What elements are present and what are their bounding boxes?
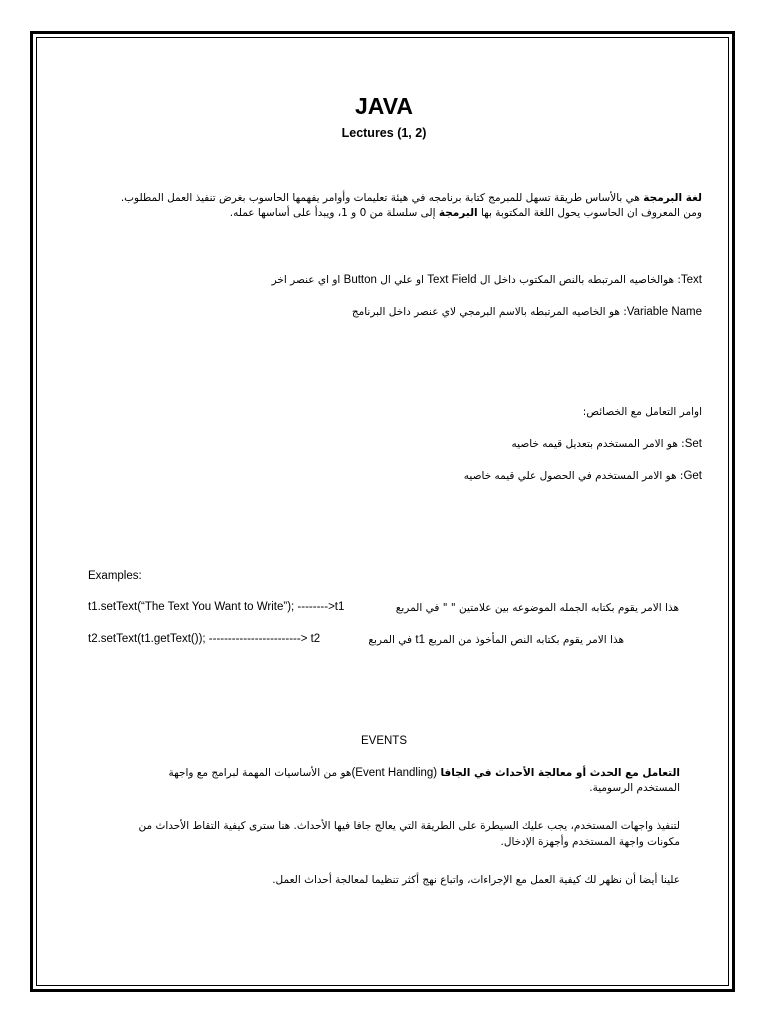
events-p1-en: (Event Handling) [351, 767, 438, 779]
events-p1-rest: هو من الأساسيات المهمة لبرامج مع واجهة [168, 767, 352, 779]
events-p1-line1 [169, 766, 680, 780]
intro-line-1-text: هي بالأساس طريقة تسهل للمبرمج كتابة برنامجه في هيئة تعليمات وأوامر يفهمها الحاسوب بغرض تنفيذ العمل المطلوب. [120, 192, 640, 204]
intro-line-2 [230, 206, 702, 220]
text-property-desc-1: : هوالخاصيه المرتبطه بالنص المكتوب داخل ال [479, 274, 681, 286]
get-command-line [464, 469, 702, 483]
get-desc: : هو الامر المستخدم في الحصول علي قيمه خاصيه [463, 470, 684, 482]
variable-name-property-line [352, 305, 702, 319]
commands-heading: اوامر التعامل مع الخصائص: [582, 406, 702, 418]
variable-name-key: Variable Name [626, 306, 702, 318]
text-property-key: Text [680, 274, 702, 286]
document-title: JAVA [355, 93, 413, 119]
events-p3: علينا أيضا أن نظهر لك كيفية العمل مع الإجراءات، واتباع نهج أكثر تنظيما لمعالجة أحداث العمل. [272, 874, 680, 886]
events-p2-line1: لتنفيذ واجهات المستخدم، يجب عليك السيطرة على الطريقة التي يعالج جافا فيها الأحداث. هنا سترى كيفية التقاط الأحداث من [138, 820, 680, 832]
intro-line-2-part1: ومن المعروف ان الحاسوب يحول اللغة المكتوبة بها [480, 207, 702, 219]
intro-line-2-part2: إلى سلسلة من 0 و 1، ويبدأ على أساسها عمله. [229, 207, 436, 219]
examples-label: Examples: [88, 570, 142, 582]
events-p2-line2: مكونات واجهة المستخدم وأجهزة الإدخال. [500, 836, 680, 848]
variable-name-desc: : هو الخاصيه المرتبطه بالاسم البرمجي لاي عنصر داخل البرنامج [351, 306, 627, 318]
get-key: Get [683, 470, 702, 482]
text-field-term: Text Field [427, 274, 477, 286]
example-2-code: t2.setText(t1.getText()); ------------------------> t2 [88, 633, 321, 645]
set-desc: : هو الامر المستخدم بتعديل قيمه خاصيه [511, 438, 685, 450]
intro-line-1 [121, 191, 702, 205]
intro-line-2-term: البرمجة [438, 207, 478, 219]
example-2-t1: t1 [415, 634, 425, 646]
example-2-desc-part1: هذا الامر يقوم بكتابه النص المأخوذ من المربع [428, 634, 624, 646]
example-1-desc: هذا الامر يقوم بكتابه الجمله الموضوعه بين علامتين " " في المربع [395, 602, 679, 614]
text-property-line [272, 273, 702, 287]
text-property-desc-3: او اي عنصر اخر [271, 274, 341, 286]
document-subtitle: Lectures (1, 2) [341, 126, 427, 140]
events-p1-line2: المستخدم الرسومية. [589, 782, 680, 794]
events-p1-bold: التعامل مع الحدث أو معالجة الأحداث في الجافا [440, 767, 680, 779]
events-heading: EVENTS [360, 735, 407, 747]
example-1-code: t1.setText(“The Text You Want to Write”); -------->t1 [88, 601, 345, 613]
button-term: Button [343, 274, 377, 286]
text-property-desc-2: او علي ال [380, 274, 424, 286]
example-2-desc-part2: في المربع [368, 634, 413, 646]
set-key: Set [684, 438, 702, 450]
set-command-line [512, 437, 702, 451]
intro-term: لغة البرمجة [643, 192, 702, 204]
example-2-desc [368, 633, 624, 647]
